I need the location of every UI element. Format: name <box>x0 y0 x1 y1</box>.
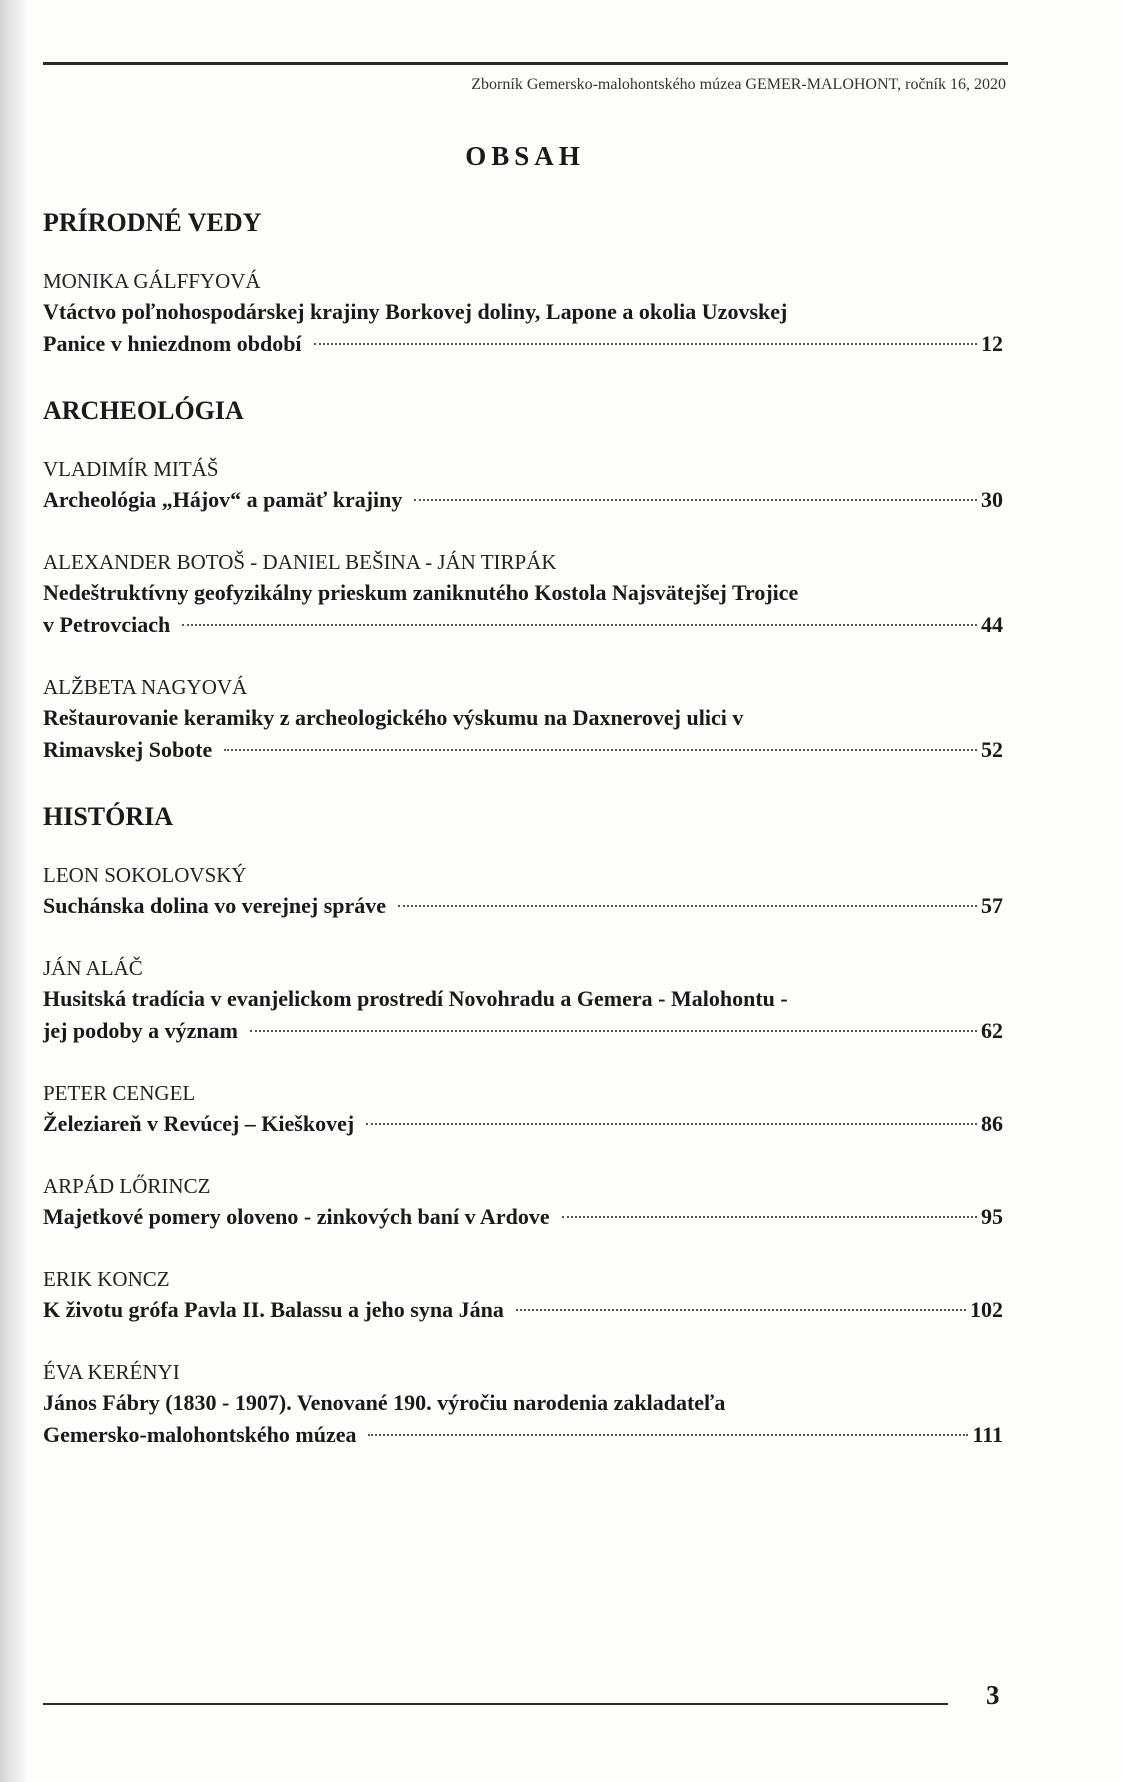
entry-page-number: 95 <box>981 1204 1003 1229</box>
article-title-last-line <box>43 328 1003 360</box>
header-rule <box>43 62 1008 65</box>
toc-entry <box>43 1078 1003 1140</box>
article-title-text: jej podoby a význam <box>43 1018 238 1043</box>
dot-leader <box>250 1030 977 1032</box>
toc-entry <box>43 953 1003 1047</box>
dot-leader <box>182 624 977 626</box>
article-title-text: Archeológia „Hájov“ a pamäť krajiny <box>43 487 403 512</box>
entry-page-number: 52 <box>981 737 1003 762</box>
toc-section <box>43 800 1003 1451</box>
dot-leader <box>516 1309 966 1311</box>
entry-author: VLADIMÍR MITÁŠ <box>43 457 219 481</box>
entry-page-number: 86 <box>981 1111 1003 1136</box>
article-title-last-line <box>43 1294 1003 1326</box>
article-title-last-line <box>43 890 1003 922</box>
article-title-last-line <box>43 1015 1003 1047</box>
footer-rule <box>43 1703 948 1705</box>
entry-article-title <box>43 702 1003 766</box>
toc-entry <box>43 672 1003 766</box>
entry-page-number: 12 <box>981 331 1003 356</box>
article-title-line: Nedeštruktívny geofyzikálny prieskum zaniknutého Kostola Najsvätejšej Trojice <box>43 580 799 605</box>
article-title-text: Suchánska dolina vo verejnej správe <box>43 893 387 918</box>
entry-author: ALŽBETA NAGYOVÁ <box>43 675 248 699</box>
section-heading: ARCHEOLÓGIA <box>43 396 244 425</box>
article-title-text: Majetkové pomery oloveno - zinkových baní v Ardove <box>43 1204 550 1229</box>
entry-author: LEON SOKOLOVSKÝ <box>43 863 247 887</box>
page-title: OBSAH <box>465 141 585 171</box>
entry-page-number: 62 <box>981 1018 1003 1043</box>
entry-author: ALEXANDER BOTOŠ - DANIEL BEŠINA - JÁN TIRPÁK <box>43 550 557 574</box>
entry-page-number: 111 <box>972 1422 1003 1447</box>
article-title-line: Reštaurovanie keramiky z archeologického výskumu na Daxnerovej ulici v <box>43 705 744 730</box>
dot-leader <box>562 1216 977 1218</box>
entry-article-title <box>43 484 1003 516</box>
entry-author: ARPÁD LŐRINCZ <box>43 1174 211 1198</box>
dot-leader <box>366 1123 977 1125</box>
entry-article-title <box>43 1201 1003 1233</box>
article-title-last-line <box>43 484 1003 516</box>
entry-author: ERIK KONCZ <box>43 1267 170 1291</box>
article-title-last-line <box>43 1108 1003 1140</box>
toc-entry <box>43 547 1003 641</box>
entry-page-number: 30 <box>981 487 1003 512</box>
section-heading: HISTÓRIA <box>43 802 174 831</box>
toc-entry <box>43 1264 1003 1326</box>
toc-section <box>43 206 1003 360</box>
entry-article-title <box>43 1294 1003 1326</box>
article-title-line: János Fábry (1830 - 1907). Venované 190. výročiu narodenia zakladateľa <box>43 1390 726 1415</box>
toc-entry <box>43 1357 1003 1451</box>
entry-page-number: 102 <box>970 1297 1003 1322</box>
entry-article-title <box>43 983 1003 1047</box>
entry-author: PETER CENGEL <box>43 1081 196 1105</box>
toc-entry <box>43 860 1003 922</box>
dot-leader <box>314 343 977 345</box>
article-title-last-line <box>43 734 1003 766</box>
entry-article-title <box>43 296 1003 360</box>
section-heading: PRÍRODNÉ VEDY <box>43 208 262 237</box>
entry-article-title <box>43 1387 1003 1451</box>
article-title-line: Vtáctvo poľnohospodárskej krajiny Borkovej doliny, Lapone a okolia Uzovskej <box>43 299 788 324</box>
toc-entry <box>43 266 1003 360</box>
article-title-text: Rimavskej Sobote <box>43 737 213 762</box>
entry-author: JÁN ALÁČ <box>43 956 143 980</box>
article-title-text: Gemersko-malohontského múzea <box>43 1422 357 1447</box>
entry-article-title <box>43 890 1003 922</box>
scan-shadow-edge <box>0 0 28 1782</box>
toc-entry <box>43 1171 1003 1233</box>
entry-page-number: 57 <box>981 893 1003 918</box>
entry-article-title <box>43 577 1003 641</box>
entry-article-title <box>43 1108 1003 1140</box>
entry-page-number: 44 <box>981 612 1003 637</box>
article-title-last-line <box>43 1419 1003 1451</box>
table-of-contents <box>43 206 1003 1485</box>
toc-entry <box>43 454 1003 516</box>
article-title-text: v Petrovciach <box>43 612 171 637</box>
toc-section <box>43 394 1003 766</box>
dot-leader <box>414 499 977 501</box>
article-title-last-line <box>43 1201 1003 1233</box>
page-number: 3 <box>986 1680 1000 1710</box>
article-title-text: K životu grófa Pavla II. Balassu a jeho syna Jána <box>43 1297 504 1322</box>
journal-header: Zborník Gemersko-malohontského múzea GEMER-MALOHONT, ročník 16, 2020 <box>471 76 1006 93</box>
article-title-line: Husitská tradícia v evanjelickom prostredí Novohradu a Gemera - Malohontu - <box>43 986 788 1011</box>
dot-leader <box>368 1434 968 1436</box>
dot-leader <box>224 749 977 751</box>
article-title-text: Železiareň v Revúcej – Kieškovej <box>43 1111 355 1136</box>
article-title-last-line <box>43 609 1003 641</box>
article-title-text: Panice v hniezdnom období <box>43 331 302 356</box>
entry-author: ÉVA KERÉNYI <box>43 1360 180 1384</box>
entry-author: MONIKA GÁLFFYOVÁ <box>43 269 261 293</box>
dot-leader <box>398 905 977 907</box>
